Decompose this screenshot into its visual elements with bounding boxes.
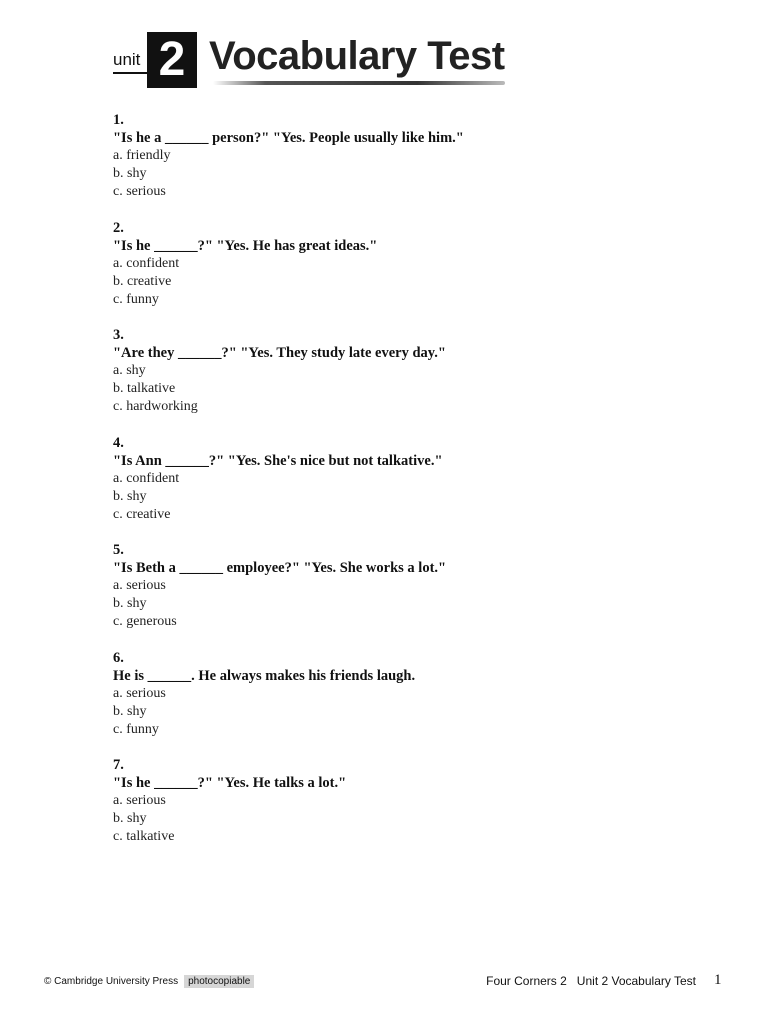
option-b: b. shy	[113, 488, 147, 504]
option-b: b. shy	[113, 166, 147, 181]
unit-label: unit	[113, 50, 141, 69]
option-a: a. friendly	[113, 148, 171, 163]
question-3	[113, 326, 464, 434]
option-b: b. creative	[113, 273, 172, 289]
question-5	[113, 541, 464, 649]
photocopiable-badge: photocopiable	[184, 975, 254, 988]
question-text: "Is he a ______ person?" "Yes. People usually like him."	[113, 130, 464, 146]
title-underline	[213, 81, 505, 85]
option-a: a. serious	[113, 793, 166, 808]
option-c: c. serious	[113, 184, 166, 199]
option-a: a. confident	[113, 255, 180, 271]
question-6	[113, 649, 464, 757]
question-7	[113, 756, 464, 864]
option-a: a. serious	[113, 578, 166, 593]
option-c: c. funny	[113, 291, 159, 307]
page-number: 1	[714, 972, 722, 988]
unit-underline	[113, 72, 147, 74]
option-a: a. confident	[113, 470, 180, 486]
question-number: 5.	[113, 542, 124, 558]
question-number: 1.	[113, 112, 124, 128]
option-c: c. talkative	[113, 829, 175, 844]
question-4	[113, 434, 464, 542]
question-number: 2.	[113, 219, 124, 236]
copyright-text: © Cambridge University Press	[44, 976, 179, 987]
question-number: 4.	[113, 434, 124, 451]
option-b: b. talkative	[113, 381, 176, 396]
question-2	[113, 219, 464, 327]
question-text: "Is he ______?" "Yes. He has great ideas."	[113, 237, 378, 254]
option-c: c. hardworking	[113, 399, 198, 414]
option-b: b. shy	[113, 596, 147, 611]
option-c: c. generous	[113, 614, 177, 629]
question-text: "Is he ______?" "Yes. He talks a lot."	[113, 775, 347, 791]
page-header	[113, 28, 513, 90]
option-b: b. shy	[113, 811, 147, 826]
question-text: "Is Beth a ______ employee?" "Yes. She works a lot."	[113, 560, 447, 576]
option-b: b. shy	[113, 703, 147, 719]
question-number: 6.	[113, 649, 124, 666]
question-1	[113, 111, 464, 219]
option-c: c. funny	[113, 721, 159, 737]
unit-number-badge: 2	[147, 32, 197, 88]
option-a: a. serious	[113, 685, 166, 701]
option-a: a. shy	[113, 363, 146, 378]
question-list	[113, 111, 464, 864]
question-text: "Are they ______?" "Yes. They study late every day."	[113, 345, 446, 361]
option-c: c. creative	[113, 506, 171, 522]
question-text: He is ______. He always makes his friends laugh.	[113, 667, 416, 684]
footer-copyright	[44, 975, 254, 988]
page-title: Vocabulary Test	[209, 34, 505, 78]
question-number: 7.	[113, 757, 124, 773]
question-text: "Is Ann ______?" "Yes. She's nice but not talkative."	[113, 452, 443, 469]
question-number: 3.	[113, 327, 124, 343]
footer-course-info: Four Corners 2 Unit 2 Vocabulary Test	[486, 974, 696, 988]
